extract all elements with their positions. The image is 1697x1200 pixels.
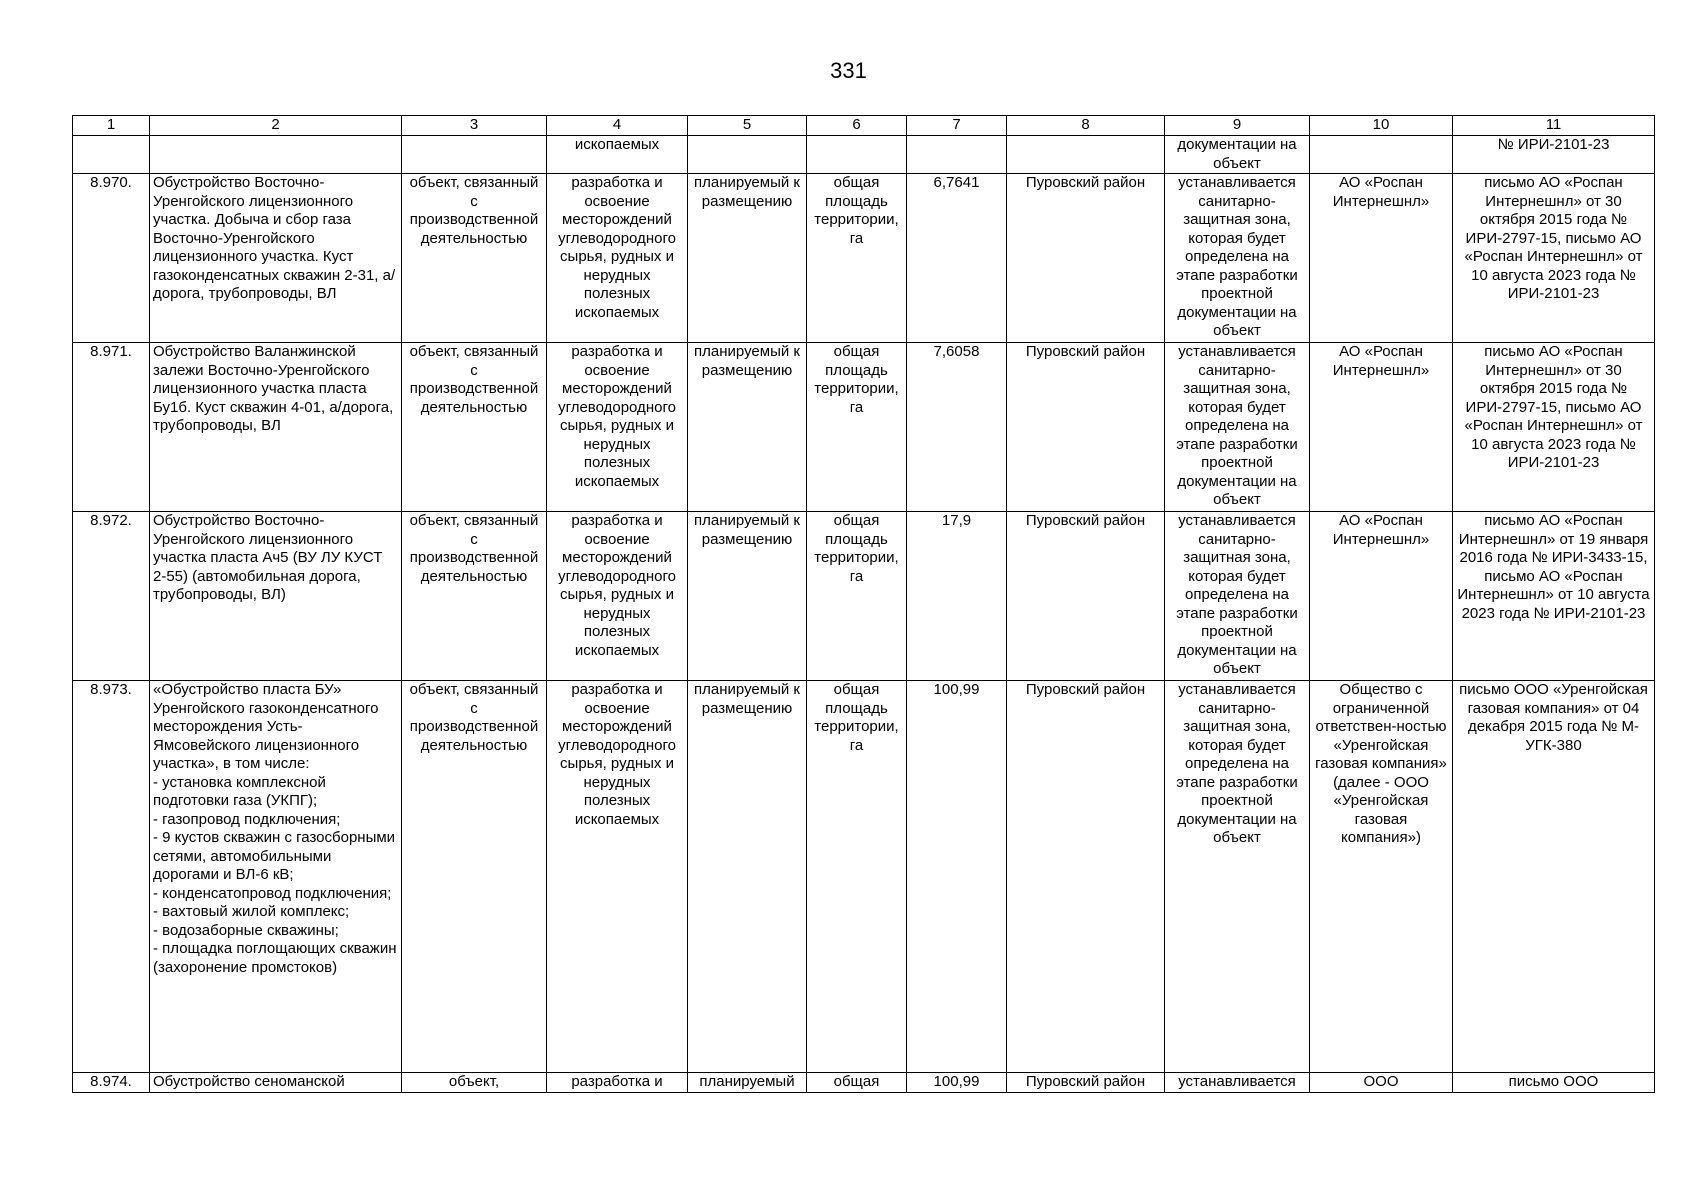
cell-parameter: общая bbox=[807, 1073, 907, 1093]
cell-zone: документации на объект bbox=[1165, 136, 1310, 174]
cell-location: Пуровский район bbox=[1007, 512, 1165, 681]
cell-name: Обустройство Валанжинской залежи Восточно-Уренгойского лицензионного участка пласта Бу1б. Куст скважин 4-01, а/дорога, трубопроводы, ВЛ bbox=[150, 343, 402, 512]
cell-organization: АО «Роспан Интернешнл» bbox=[1310, 343, 1453, 512]
cell-parameter: общая площадь территории, га bbox=[807, 343, 907, 512]
cell-number: 8.974. bbox=[73, 1073, 150, 1093]
cell-basis: письмо АО «Роспан Интернешнл» от 19 января 2016 года № ИРИ-3433-15, письмо АО «Роспан Интернешнл» от 10 августа 2023 года № ИРИ-2101-23 bbox=[1453, 512, 1655, 681]
table-row bbox=[73, 1073, 1655, 1093]
cell-type: объект, связанный с производственной деятельностью bbox=[402, 174, 547, 343]
document-table bbox=[72, 115, 1655, 1093]
cell-basis: письмо ООО «Уренгойская газовая компания» от 04 декабря 2015 года № М-УГК-380 bbox=[1453, 681, 1655, 1073]
cell-purpose: ископаемых bbox=[547, 136, 688, 174]
cell-organization: АО «Роспан Интернешнл» bbox=[1310, 174, 1453, 343]
column-header: 3 bbox=[402, 116, 547, 136]
cell-status: планируемый к размещению bbox=[688, 512, 807, 681]
column-header: 6 bbox=[807, 116, 907, 136]
cell-type: объект, bbox=[402, 1073, 547, 1093]
cell-zone: устанавливается санитарно-защитная зона, которая будет определена на этапе разработки проектной документации на объект bbox=[1165, 343, 1310, 512]
cell-type: объект, связанный с производственной деятельностью bbox=[402, 681, 547, 1073]
table-row bbox=[73, 343, 1655, 512]
column-header: 2 bbox=[150, 116, 402, 136]
cell-purpose: разработка и освоение месторождений углеводородного сырья, рудных и нерудных полезных ископаемых bbox=[547, 174, 688, 343]
table-row bbox=[73, 681, 1655, 1073]
cell-zone: устанавливается bbox=[1165, 1073, 1310, 1093]
cell-number: 8.973. bbox=[73, 681, 150, 1073]
column-header: 1 bbox=[73, 116, 150, 136]
column-header: 10 bbox=[1310, 116, 1453, 136]
cell-location: Пуровский район bbox=[1007, 343, 1165, 512]
cell-parameter: общая площадь территории, га bbox=[807, 512, 907, 681]
cell-basis: письмо АО «Роспан Интернешнл» от 30 октября 2015 года № ИРИ-2797-15, письмо АО «Роспан Интернешнл» от 10 августа 2023 года № ИРИ-2101-23 bbox=[1453, 343, 1655, 512]
cell-status: планируемый к размещению bbox=[688, 681, 807, 1073]
cell-name: Обустройство сеноманской bbox=[150, 1073, 402, 1093]
cell-name: Обустройство Восточно-Уренгойского лицензионного участка пласта Ач5 (ВУ ЛУ КУСТ 2-55) (автомобильная дорога, трубопроводы, ВЛ) bbox=[150, 512, 402, 681]
table-row bbox=[73, 174, 1655, 343]
cell-status: планируемый bbox=[688, 1073, 807, 1093]
cell-name: «Обустройство пласта БУ» Уренгойского газоконденсатного месторождения Усть-Ямсовейского лицензионного участка», в том числе: - установка комплексной подготовки газа (УКПГ); - газопровод подключения; - 9 кустов скважин с газосборными сетями, автомобильными дорогами и ВЛ-6 кВ; - конденсатопровод подключения; - вахтовый жилой комплекс; - водозаборные скважины; - площадка поглощающих скважин (захоронение промстоков) bbox=[150, 681, 402, 1073]
cell-value: 7,6058 bbox=[907, 343, 1007, 512]
column-header: 11 bbox=[1453, 116, 1655, 136]
cell-zone: устанавливается санитарно-защитная зона, которая будет определена на этапе разработки проектной документации на объект bbox=[1165, 174, 1310, 343]
cell-basis: письмо ООО bbox=[1453, 1073, 1655, 1093]
cell-number: 8.971. bbox=[73, 343, 150, 512]
cell-value: 100,99 bbox=[907, 681, 1007, 1073]
cell-location: Пуровский район bbox=[1007, 681, 1165, 1073]
table-header-row bbox=[73, 116, 1655, 136]
cell-purpose: разработка и bbox=[547, 1073, 688, 1093]
column-header: 9 bbox=[1165, 116, 1310, 136]
cell-location: Пуровский район bbox=[1007, 174, 1165, 343]
cell-value: 6,7641 bbox=[907, 174, 1007, 343]
cell-status: планируемый к размещению bbox=[688, 174, 807, 343]
cell-type: объект, связанный с производственной деятельностью bbox=[402, 343, 547, 512]
cell-zone: устанавливается санитарно-защитная зона, которая будет определена на этапе разработки проектной документации на объект bbox=[1165, 512, 1310, 681]
cell-organization: ООО bbox=[1310, 1073, 1453, 1093]
cell-zone: устанавливается санитарно-защитная зона, которая будет определена на этапе разработки проектной документации на объект bbox=[1165, 681, 1310, 1073]
cell-location: Пуровский район bbox=[1007, 1073, 1165, 1093]
cell-basis: письмо АО «Роспан Интернешнл» от 30 октября 2015 года № ИРИ-2797-15, письмо АО «Роспан Интернешнл» от 10 августа 2023 года № ИРИ-2101-23 bbox=[1453, 174, 1655, 343]
column-header: 5 bbox=[688, 116, 807, 136]
cell-purpose: разработка и освоение месторождений углеводородного сырья, рудных и нерудных полезных ископаемых bbox=[547, 343, 688, 512]
cell-value: 100,99 bbox=[907, 1073, 1007, 1093]
page-number: 331 bbox=[830, 58, 867, 83]
cell-number: 8.972. bbox=[73, 512, 150, 681]
cell-purpose: разработка и освоение месторождений углеводородного сырья, рудных и нерудных полезных ископаемых bbox=[547, 512, 688, 681]
cell-organization: Общество с ограниченной ответствен-ностью «Уренгойская газовая компания» (далее - ООО «Уренгойская газовая компания») bbox=[1310, 681, 1453, 1073]
cell-name: Обустройство Восточно-Уренгойского лицензионного участка. Добыча и сбор газа Восточно-Уренгойского лицензионного участка. Куст газоконденсатных скважин 2-31, а/дорога, трубопроводы, ВЛ bbox=[150, 174, 402, 343]
cell-basis: № ИРИ-2101-23 bbox=[1453, 136, 1655, 174]
continuation-row bbox=[73, 136, 1655, 174]
cell-parameter: общая площадь территории, га bbox=[807, 681, 907, 1073]
cell-parameter: общая площадь территории, га bbox=[807, 174, 907, 343]
cell-organization: АО «Роспан Интернешнл» bbox=[1310, 512, 1453, 681]
table-row bbox=[73, 512, 1655, 681]
cell-number: 8.970. bbox=[73, 174, 150, 343]
column-header: 4 bbox=[547, 116, 688, 136]
cell-purpose: разработка и освоение месторождений углеводородного сырья, рудных и нерудных полезных ископаемых bbox=[547, 681, 688, 1073]
cell-status: планируемый к размещению bbox=[688, 343, 807, 512]
column-header: 8 bbox=[1007, 116, 1165, 136]
column-header: 7 bbox=[907, 116, 1007, 136]
cell-value: 17,9 bbox=[907, 512, 1007, 681]
cell-type: объект, связанный с производственной деятельностью bbox=[402, 512, 547, 681]
